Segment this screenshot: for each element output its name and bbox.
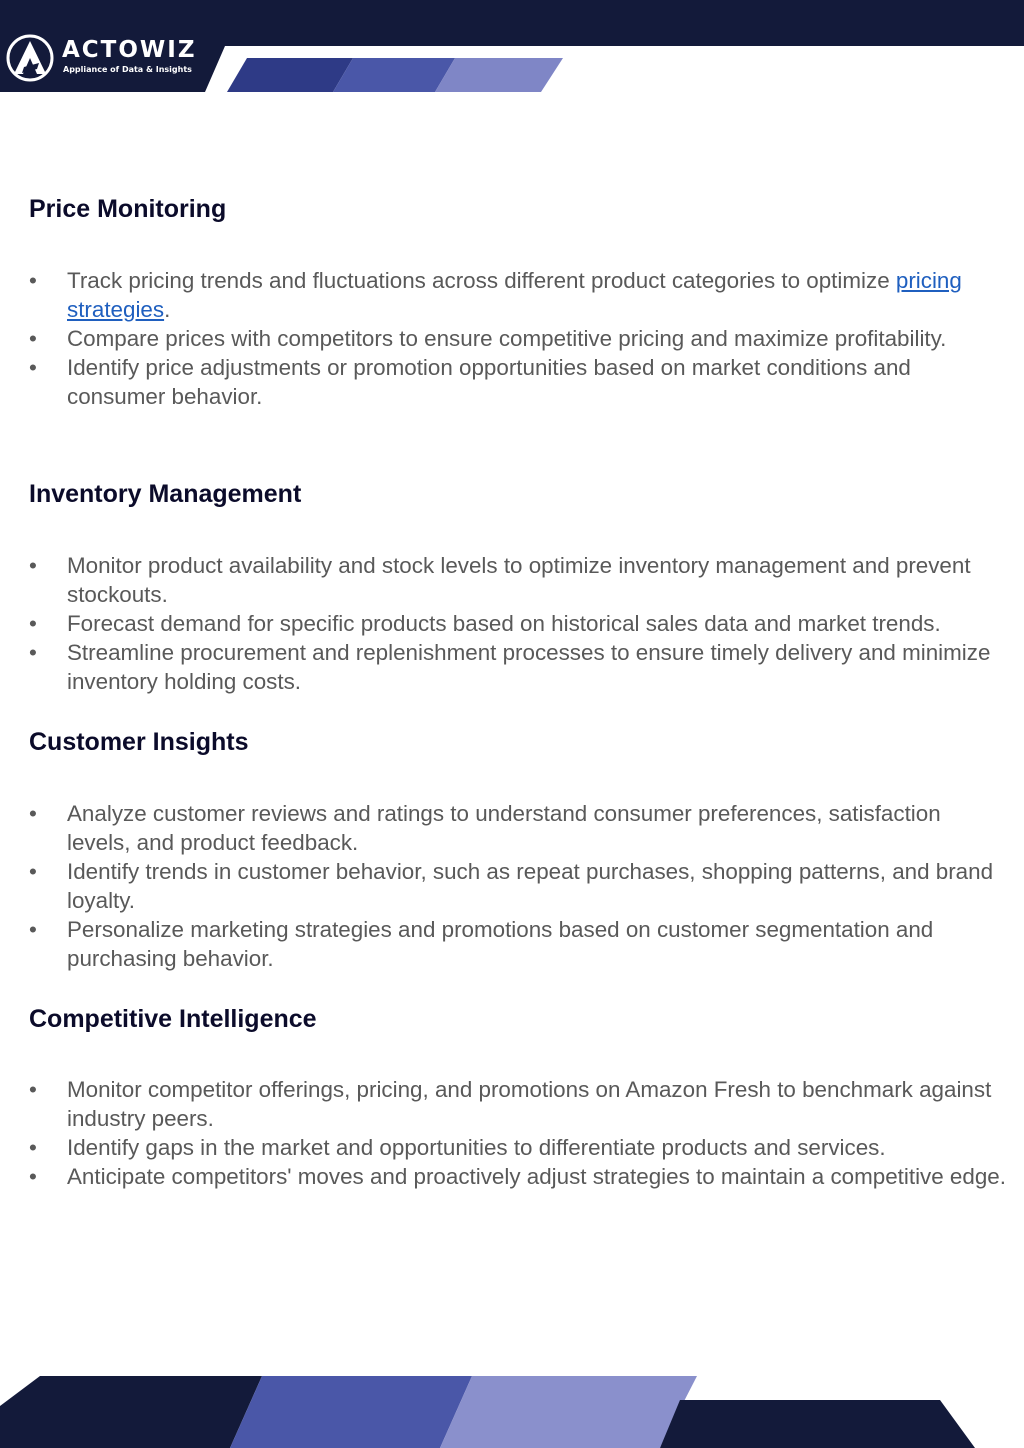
list-item [0,1162,1010,1191]
logo-a-icon [6,34,54,82]
brand-name: ACTOWIZ [62,37,197,63]
footer-stripe-light [440,1376,697,1448]
list-item [0,857,1010,915]
list-item [0,1075,1010,1133]
brand-logo[interactable] [6,34,206,86]
list-item [0,266,1010,324]
bullet-icon: • [29,1135,37,1160]
list-item [0,1133,1010,1162]
bullet-icon: • [29,1077,37,1102]
bullet-icon: • [29,268,37,293]
section-title-competitive-intelligence: Competitive Intelligence [29,1005,317,1033]
bullet-text: Identify trends in customer behavior, such as repeat purchases, shopping patterns, and brand loyalty. [67,859,994,913]
footer-stripe-navy-right [660,1400,975,1448]
bullet-text-end: . [164,297,171,322]
footer-stripe-navy-left [0,1376,262,1448]
list-item [0,353,1010,411]
header-stripe-light [435,58,563,92]
bullet-text: Forecast demand for specific products based on historical sales data and market trends. [67,611,941,636]
bullet-text: Analyze customer reviews and ratings to understand consumer preferences, satisfaction levels, and product feedback. [67,801,941,855]
bullet-text: Streamline procurement and replenishment processes to ensure timely delivery and minimize inventory holding costs. [67,640,991,694]
bullet-text: Anticipate competitors' moves and proactively adjust strategies to maintain a competitive edge. [67,1164,1006,1189]
bullet-icon: • [29,611,37,636]
pricing-strategies-link[interactable]: pricing strategies [67,268,962,322]
section-title-price-monitoring: Price Monitoring [29,195,227,223]
bullet-text: Track pricing trends and fluctuations across different product categories to optimize [67,268,896,293]
bullet-list-price-monitoring [0,266,1010,411]
bullet-icon: • [29,917,37,942]
header-stripe-dark [227,58,353,92]
list-item [0,915,1010,973]
bullet-text: Identify price adjustments or promotion opportunities based on market conditions and consumer behavior. [67,355,911,409]
list-item [0,609,1010,638]
list-item [0,324,1010,353]
footer-banner-shapes [0,1376,1024,1448]
page-header [0,0,1024,100]
bullet-icon: • [29,326,37,351]
bullet-list-customer-insights [0,799,1010,973]
section-title-customer-insights: Customer Insights [29,728,249,756]
bullet-text: Identify gaps in the market and opportunities to differentiate products and services. [67,1135,886,1160]
list-item [0,799,1010,857]
bullet-icon: • [29,355,37,380]
list-item [0,638,1010,696]
page-footer [0,1376,1024,1448]
bullet-text: Compare prices with competitors to ensure competitive pricing and maximize profitability. [67,326,947,351]
brand-tagline: Appliance of Data & Insights [63,65,192,74]
header-stripe-mid [333,58,455,92]
bullet-icon: • [29,1164,37,1189]
bullet-icon: • [29,640,37,665]
bullet-icon: • [29,859,37,884]
bullet-text: Monitor competitor offerings, pricing, and promotions on Amazon Fresh to benchmark against industry peers. [67,1077,992,1131]
section-title-inventory-management: Inventory Management [29,480,302,508]
bullet-list-inventory-management [0,551,1010,696]
bullet-text: Monitor product availability and stock levels to optimize inventory management and prevent stockouts. [67,553,971,607]
list-item [0,551,1010,609]
bullet-icon: • [29,553,37,578]
bullet-text: Personalize marketing strategies and promotions based on customer segmentation and purchasing behavior. [67,917,934,971]
bullet-list-competitive-intelligence [0,1075,1010,1191]
footer-stripe-mid [230,1376,472,1448]
bullet-icon: • [29,801,37,826]
